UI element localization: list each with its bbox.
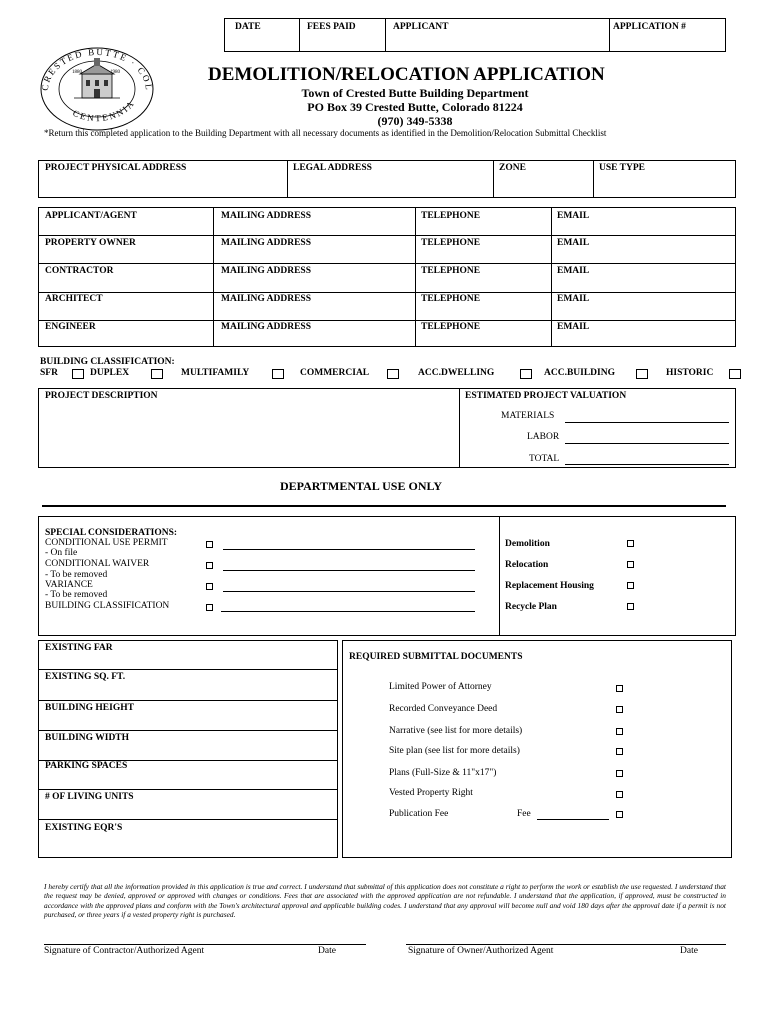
contact-email[interactable]: EMAIL (557, 211, 590, 221)
contact-telephone[interactable]: TELEPHONE (421, 266, 481, 276)
type-replacement-label: Replacement Housing (505, 581, 594, 591)
address-row (38, 160, 736, 198)
variance-label: VARIANCE (45, 580, 93, 590)
contractor-signature-label: Signature of Contractor/Authorized Agent (44, 946, 205, 956)
labor-label: LABOR (527, 432, 560, 442)
cup-sub: - On file (45, 548, 78, 558)
cup-checkbox[interactable] (206, 541, 213, 548)
class-sfr-checkbox[interactable] (72, 369, 84, 379)
special-heading: SPECIAL CONSIDERATIONS: (45, 528, 178, 538)
contact-mailing[interactable]: MAILING ADDRESS (221, 322, 312, 332)
legal-address-field[interactable]: LEGAL ADDRESS (293, 163, 372, 173)
department-name: Town of Crested Butte Building Department (301, 86, 529, 100)
fees-paid-field[interactable]: FEES PAID (307, 22, 356, 32)
waiver-label: CONDITIONAL WAIVER (45, 559, 150, 569)
date-field[interactable]: DATE (235, 22, 261, 32)
department-address: PO Box 39 Crested Butte, Colorado 81224 (307, 100, 523, 114)
class-accdwelling-checkbox[interactable] (520, 369, 532, 379)
contact-mailing[interactable]: MAILING ADDRESS (221, 266, 312, 276)
certification-text: I hereby certify that all the information provided in this application is true and correct. I understand that submittal of this application does not constitute a right to perform the work or establish the use requested. I understand that the request may be denied, approved or approved with changes or conditions. Fees that are associated with the approved application are not refundable. I understand that the application, if approved, must be constructed in accordance with the approved plans and conform with the Town's architectural approval and applicable building codes. I understand that any approval will become null and void 180 days after the approval date if a permit is not purchased, or three years if a vested property right is purchased. (44, 882, 726, 920)
owner-signature-label: Signature of Owner/Authorized Agent (408, 946, 554, 956)
doc-siteplan-checkbox[interactable] (616, 748, 623, 755)
departmental-use-heading: DEPARTMENTAL USE ONLY (280, 479, 443, 493)
fee-line[interactable] (537, 819, 609, 820)
contact-role: ENGINEER (45, 322, 96, 332)
submittal-docs-box (342, 640, 732, 858)
type-demolition-checkbox[interactable] (627, 540, 634, 547)
bldg-class-line[interactable] (221, 611, 475, 612)
existing-far-field[interactable]: EXISTING FAR (45, 643, 113, 653)
cup-label: CONDITIONAL USE PERMIT (45, 538, 168, 548)
contact-mailing[interactable]: MAILING ADDRESS (221, 211, 312, 221)
class-multifamily-label: MULTIFAMILY (181, 368, 250, 378)
parking-spaces-field[interactable]: PARKING SPACES (45, 761, 128, 771)
class-accbuilding-checkbox[interactable] (636, 369, 648, 379)
class-historic-checkbox[interactable] (729, 369, 741, 379)
submittal-heading: REQUIRED SUBMITTAL DOCUMENTS (349, 652, 523, 662)
existing-eqr-field[interactable]: EXISTING EQR'S (45, 823, 123, 833)
contractor-signature-line[interactable] (44, 944, 366, 945)
contact-email[interactable]: EMAIL (557, 238, 590, 248)
applicant-field[interactable]: APPLICANT (393, 22, 449, 32)
contact-mailing[interactable]: MAILING ADDRESS (221, 238, 312, 248)
doc-pubfee-label: Publication Fee (389, 809, 449, 819)
labor-line[interactable] (565, 443, 729, 444)
class-sfr-label: SFR (40, 368, 58, 378)
type-replacement-checkbox[interactable] (627, 582, 634, 589)
contact-telephone[interactable]: TELEPHONE (421, 294, 481, 304)
variance-line[interactable] (223, 591, 475, 592)
building-height-field[interactable]: BUILDING HEIGHT (45, 703, 134, 713)
classification-heading: BUILDING CLASSIFICATION: (40, 357, 175, 367)
type-recycle-checkbox[interactable] (627, 603, 634, 610)
page-title: DEMOLITION/RELOCATION APPLICATION (208, 64, 605, 85)
contact-mailing[interactable]: MAILING ADDRESS (221, 294, 312, 304)
living-units-field[interactable]: # OF LIVING UNITS (45, 792, 134, 802)
doc-siteplan-label: Site plan (see list for more details) (389, 746, 520, 756)
contact-telephone[interactable]: TELEPHONE (421, 238, 481, 248)
existing-sqft-field[interactable]: EXISTING SQ. FT. (45, 672, 126, 682)
doc-pubfee-checkbox[interactable] (616, 811, 623, 818)
type-demolition-label: Demolition (505, 539, 550, 549)
contact-role: ARCHITECT (45, 294, 103, 304)
physical-address-field[interactable]: PROJECT PHYSICAL ADDRESS (45, 163, 187, 173)
contractor-date-label: Date (318, 946, 336, 956)
doc-deed-checkbox[interactable] (616, 706, 623, 713)
doc-narrative-label: Narrative (see list for more details) (389, 726, 523, 736)
contact-email[interactable]: EMAIL (557, 266, 590, 276)
type-recycle-label: Recycle Plan (505, 602, 557, 612)
waiver-checkbox[interactable] (206, 562, 213, 569)
zone-field[interactable]: ZONE (499, 163, 526, 173)
type-relocation-label: Relocation (505, 560, 549, 570)
class-historic-label: HISTORIC (666, 368, 714, 378)
contact-role: PROPERTY OWNER (45, 238, 136, 248)
building-width-field[interactable]: BUILDING WIDTH (45, 733, 130, 743)
contact-role: APPLICANT/AGENT (45, 211, 137, 221)
class-multifamily-checkbox[interactable] (272, 369, 284, 379)
waiver-line[interactable] (223, 570, 475, 571)
seal-text-top: CRESTED BUTTE · COL (39, 46, 155, 93)
valuation-heading: ESTIMATED PROJECT VALUATION (465, 391, 627, 401)
doc-plans-label: Plans (Full-Size & 11"x17") (389, 768, 497, 778)
doc-poa-checkbox[interactable] (616, 685, 623, 692)
type-relocation-checkbox[interactable] (627, 561, 634, 568)
departmental-divider (42, 505, 726, 507)
existing-stats-table (38, 640, 338, 858)
total-label: TOTAL (529, 454, 560, 464)
seal-year-right: 1980 (110, 70, 120, 75)
total-line[interactable] (565, 464, 729, 465)
special-considerations-box (38, 516, 736, 636)
use-type-field[interactable]: USE TYPE (599, 163, 646, 173)
contacts-table (38, 207, 736, 347)
fee-label: Fee (517, 809, 531, 819)
application-number-field[interactable]: APPLICATION # (613, 22, 686, 32)
doc-deed-label: Recorded Conveyance Deed (389, 704, 498, 714)
contact-email[interactable]: EMAIL (557, 294, 590, 304)
contact-telephone[interactable]: TELEPHONE (421, 211, 481, 221)
doc-plans-checkbox[interactable] (616, 770, 623, 777)
materials-label: MATERIALS (501, 411, 555, 421)
class-duplex-checkbox[interactable] (151, 369, 163, 379)
variance-checkbox[interactable] (206, 583, 213, 590)
doc-narrative-checkbox[interactable] (616, 728, 623, 735)
department-phone: (970) 349-5338 (377, 114, 453, 128)
class-accbuilding-label: ACC.BUILDING (544, 368, 615, 378)
cup-line[interactable] (223, 549, 475, 550)
class-accdwelling-label: ACC.DWELLING (418, 368, 495, 378)
class-commercial-label: COMMERCIAL (300, 368, 370, 378)
doc-vested-label: Vested Property Right (389, 788, 473, 798)
class-duplex-label: DUPLEX (90, 368, 130, 378)
variance-sub: - To be removed (45, 590, 108, 600)
owner-date-label: Date (680, 946, 698, 956)
class-commercial-checkbox[interactable] (387, 369, 399, 379)
return-note: *Return this completed application to the Building Department with all necessary documents as identified in the Demolition/Relocation Submittal Checklist (44, 128, 607, 138)
doc-vested-checkbox[interactable] (616, 791, 623, 798)
seal-year-left: 1880 (72, 70, 82, 75)
bldg-class-checkbox[interactable] (206, 604, 213, 611)
materials-line[interactable] (565, 422, 729, 423)
doc-poa-label: Limited Power of Attorney (389, 682, 492, 692)
bldg-class-label: BUILDING CLASSIFICATION (45, 601, 170, 611)
owner-signature-line[interactable] (406, 944, 726, 945)
contact-telephone[interactable]: TELEPHONE (421, 322, 481, 332)
project-description-field[interactable]: PROJECT DESCRIPTION (45, 391, 158, 401)
waiver-sub: - To be removed (45, 570, 108, 580)
project-section (38, 388, 736, 468)
town-seal (38, 46, 156, 132)
contact-email[interactable]: EMAIL (557, 322, 590, 332)
header-table (224, 18, 726, 52)
seal-text-bottom: CENTENNIA (71, 97, 137, 124)
contact-role: CONTRACTOR (45, 266, 114, 276)
